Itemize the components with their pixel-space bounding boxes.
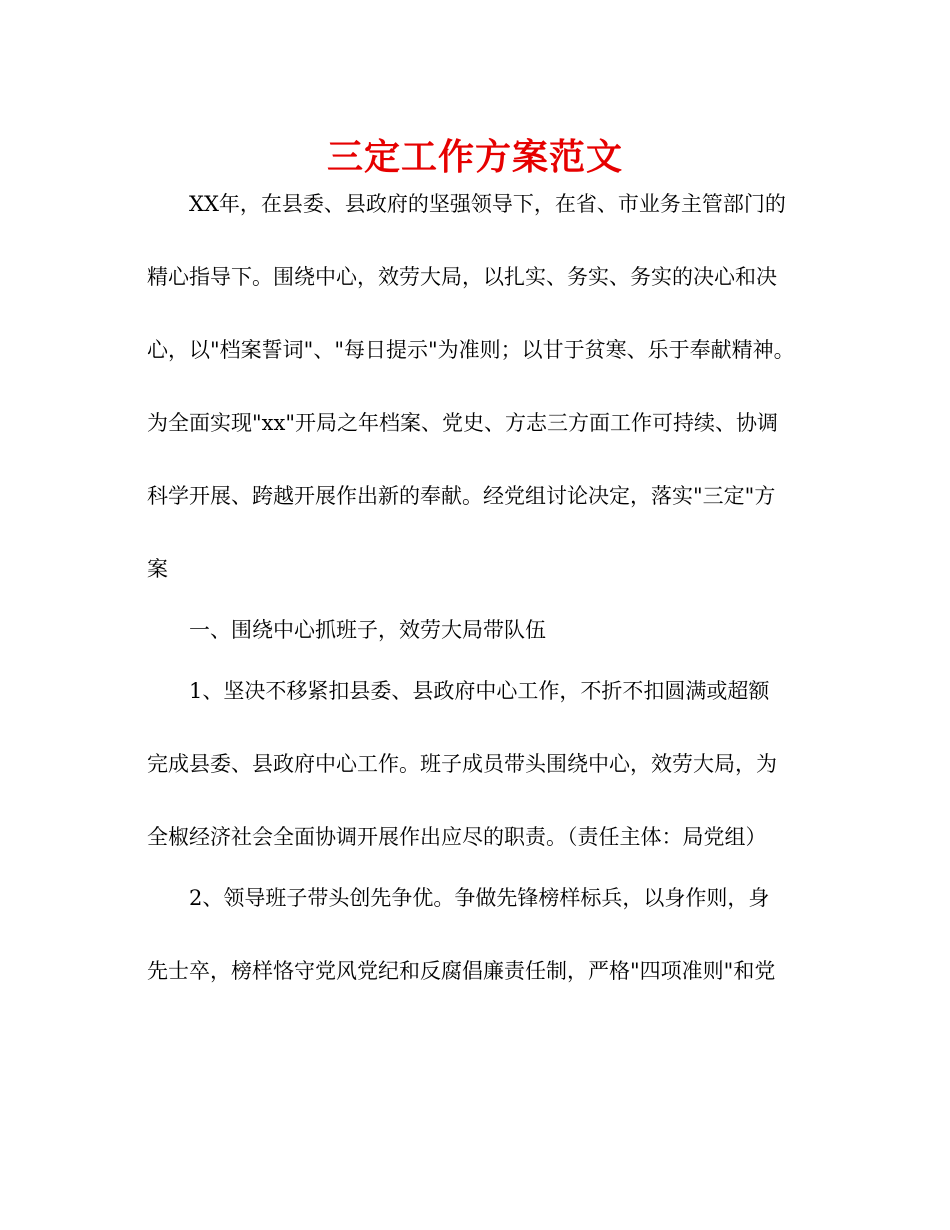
paragraph-line: 2、领导班子带头创先争优。争做先锋榜样标兵，以身作则，身 — [189, 886, 770, 910]
section-heading: 一、围绕中心抓班子，效劳大局带队伍 — [189, 618, 546, 642]
document-title: 三定工作方案范文 — [326, 137, 623, 178]
paragraph-line: XX年，在县委、县政府的坚强领导下，在省、市业务主管部门的 — [189, 192, 786, 216]
paragraph-line: 心，以"档案誓词"、"每日提示"为准则；以甘于贫寒、乐于奉献精神。 — [147, 338, 795, 362]
paragraph-line: 精心指导下。围绕中心，效劳大局，以扎实、务实、务实的决心和决 — [147, 265, 777, 289]
paragraph-line: 先士卒，榜样恪守党风党纪和反腐倡廉责任制，严格"四项准则"和党 — [147, 959, 776, 983]
paragraph-line: 科学开展、跨越开展作出新的奉献。经党组讨论决定，落实"三定"方 — [147, 484, 776, 508]
document-body — [147, 184, 807, 1024]
paragraph-line: 完成县委、县政府中心工作。班子成员带头围绕中心，效劳大局，为 — [147, 752, 777, 776]
paragraph-line: 案 — [147, 557, 168, 581]
paragraph-line: 全椒经济社会全面协调开展作出应尽的职责。（责任主体：局党组） — [147, 825, 767, 849]
paragraph-line: 1、坚决不移紧扣县委、县政府中心工作，不折不扣圆满或超额 — [189, 679, 770, 703]
paragraph-line: 为全面实现"xx"开局之年档案、党史、方志三方面工作可持续、协调 — [147, 411, 779, 435]
